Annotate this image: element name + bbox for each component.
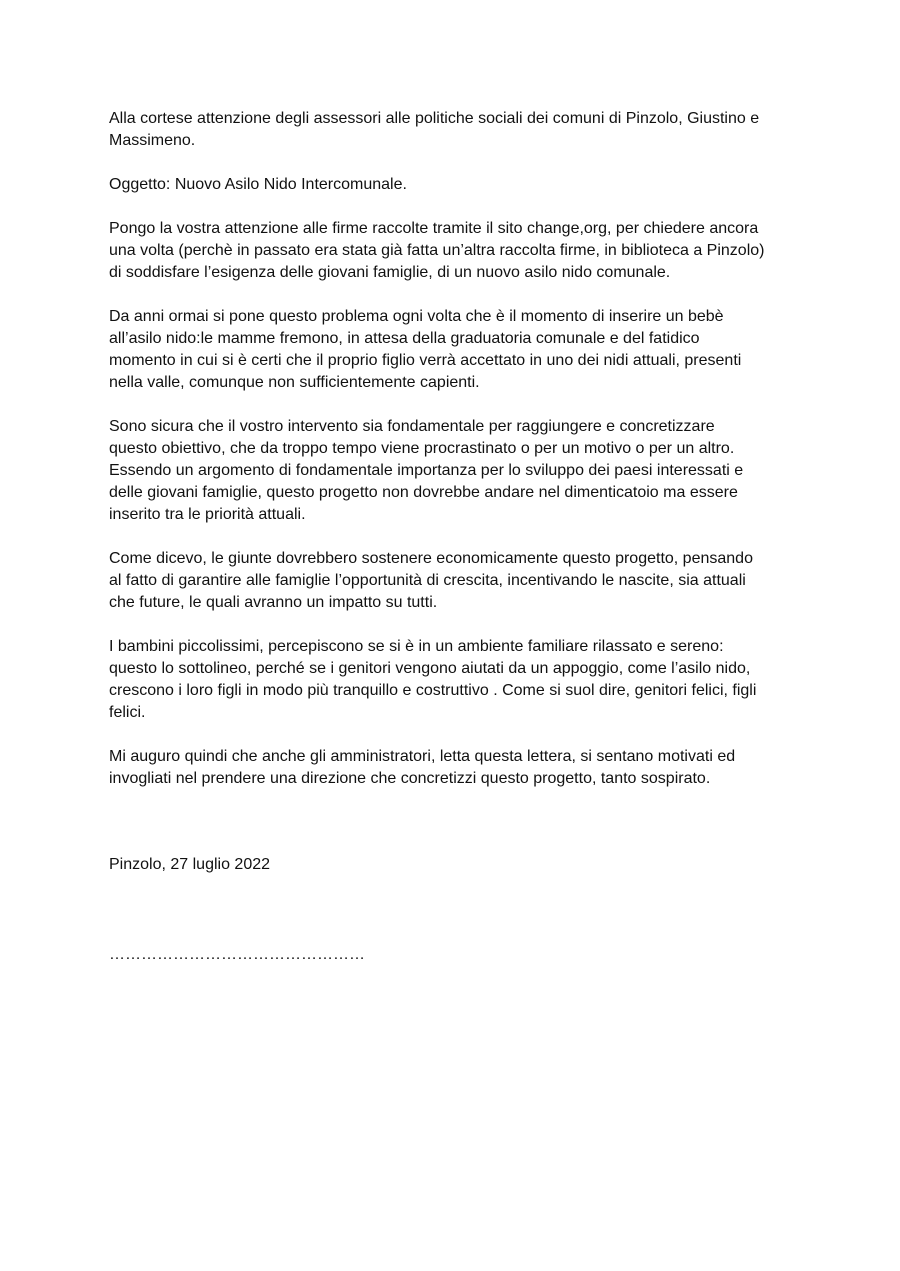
body-paragraph: Mi auguro quindi che anche gli amministratori, letta questa lettera, si sentano motivati ed invogliati nel prendere una direzione che concretizzi questo progetto, tanto sospirato. [109, 748, 736, 787]
body-paragraph: Pongo la vostra attenzione alle firme raccolte tramite il sito change,org, per chiedere ancora una volta (perchè in passato era stata già fatta un’altra raccolta firme, in biblioteca a Pinzolo) di soddisfare l’esigenza delle giovani famiglie, di un nuovo asilo nido comunale. [109, 220, 765, 281]
signature-line: ………………………………………… [109, 946, 365, 963]
subject-line: Oggetto: Nuovo Asilo Nido Intercomunale. [109, 176, 407, 193]
body-paragraph: Da anni ormai si pone questo problema ogni volta che è il momento di inserire un bebè all’asilo nido:le mamme fremono, in attesa della graduatoria comunale e del fatidico momento in cui si è certi che il proprio figlio verrà accettato in uno dei nidi attuali, presenti nella valle, comunque non sufficientemente capienti. [109, 308, 742, 391]
letter-body [109, 108, 799, 812]
body-paragraph: Sono sicura che il vostro intervento sia fondamentale per raggiungere e concretizzare questo obiettivo, che da troppo tempo viene procrastinato o per un motivo o per un altro. Essendo un argomento di fondamentale importanza per lo sviluppo dei paesi interessati e delle giovani famiglie, questo progetto non dovrebbe andare nel dimenticatoio ma essere inserito tra le priorità attuali. [109, 418, 744, 523]
body-paragraph: Come dicevo, le giunte dovrebbero sostenere economicamente questo progetto, pensando al fatto di garantire alle famiglie l’opportunità di crescita, incentivando le nascite, sia attuali che future, le quali avranno un impatto su tutti. [109, 550, 753, 611]
place-date: Pinzolo, 27 luglio 2022 [109, 856, 271, 873]
body-paragraph: I bambini piccolissimi, percepiscono se si è in un ambiente familiare rilassato e sereno: questo lo sottolineo, perché se i genitori vengono aiutati da un appoggio, come l’asilo nido, crescono i loro figli in modo più tranquillo e costruttivo . Come si suol dire, genitori felici, figli felici. [109, 638, 757, 721]
recipient-line: Alla cortese attenzione degli assessori alle politiche sociali dei comuni di Pinzolo, Giustino e Massimeno. [109, 110, 760, 149]
